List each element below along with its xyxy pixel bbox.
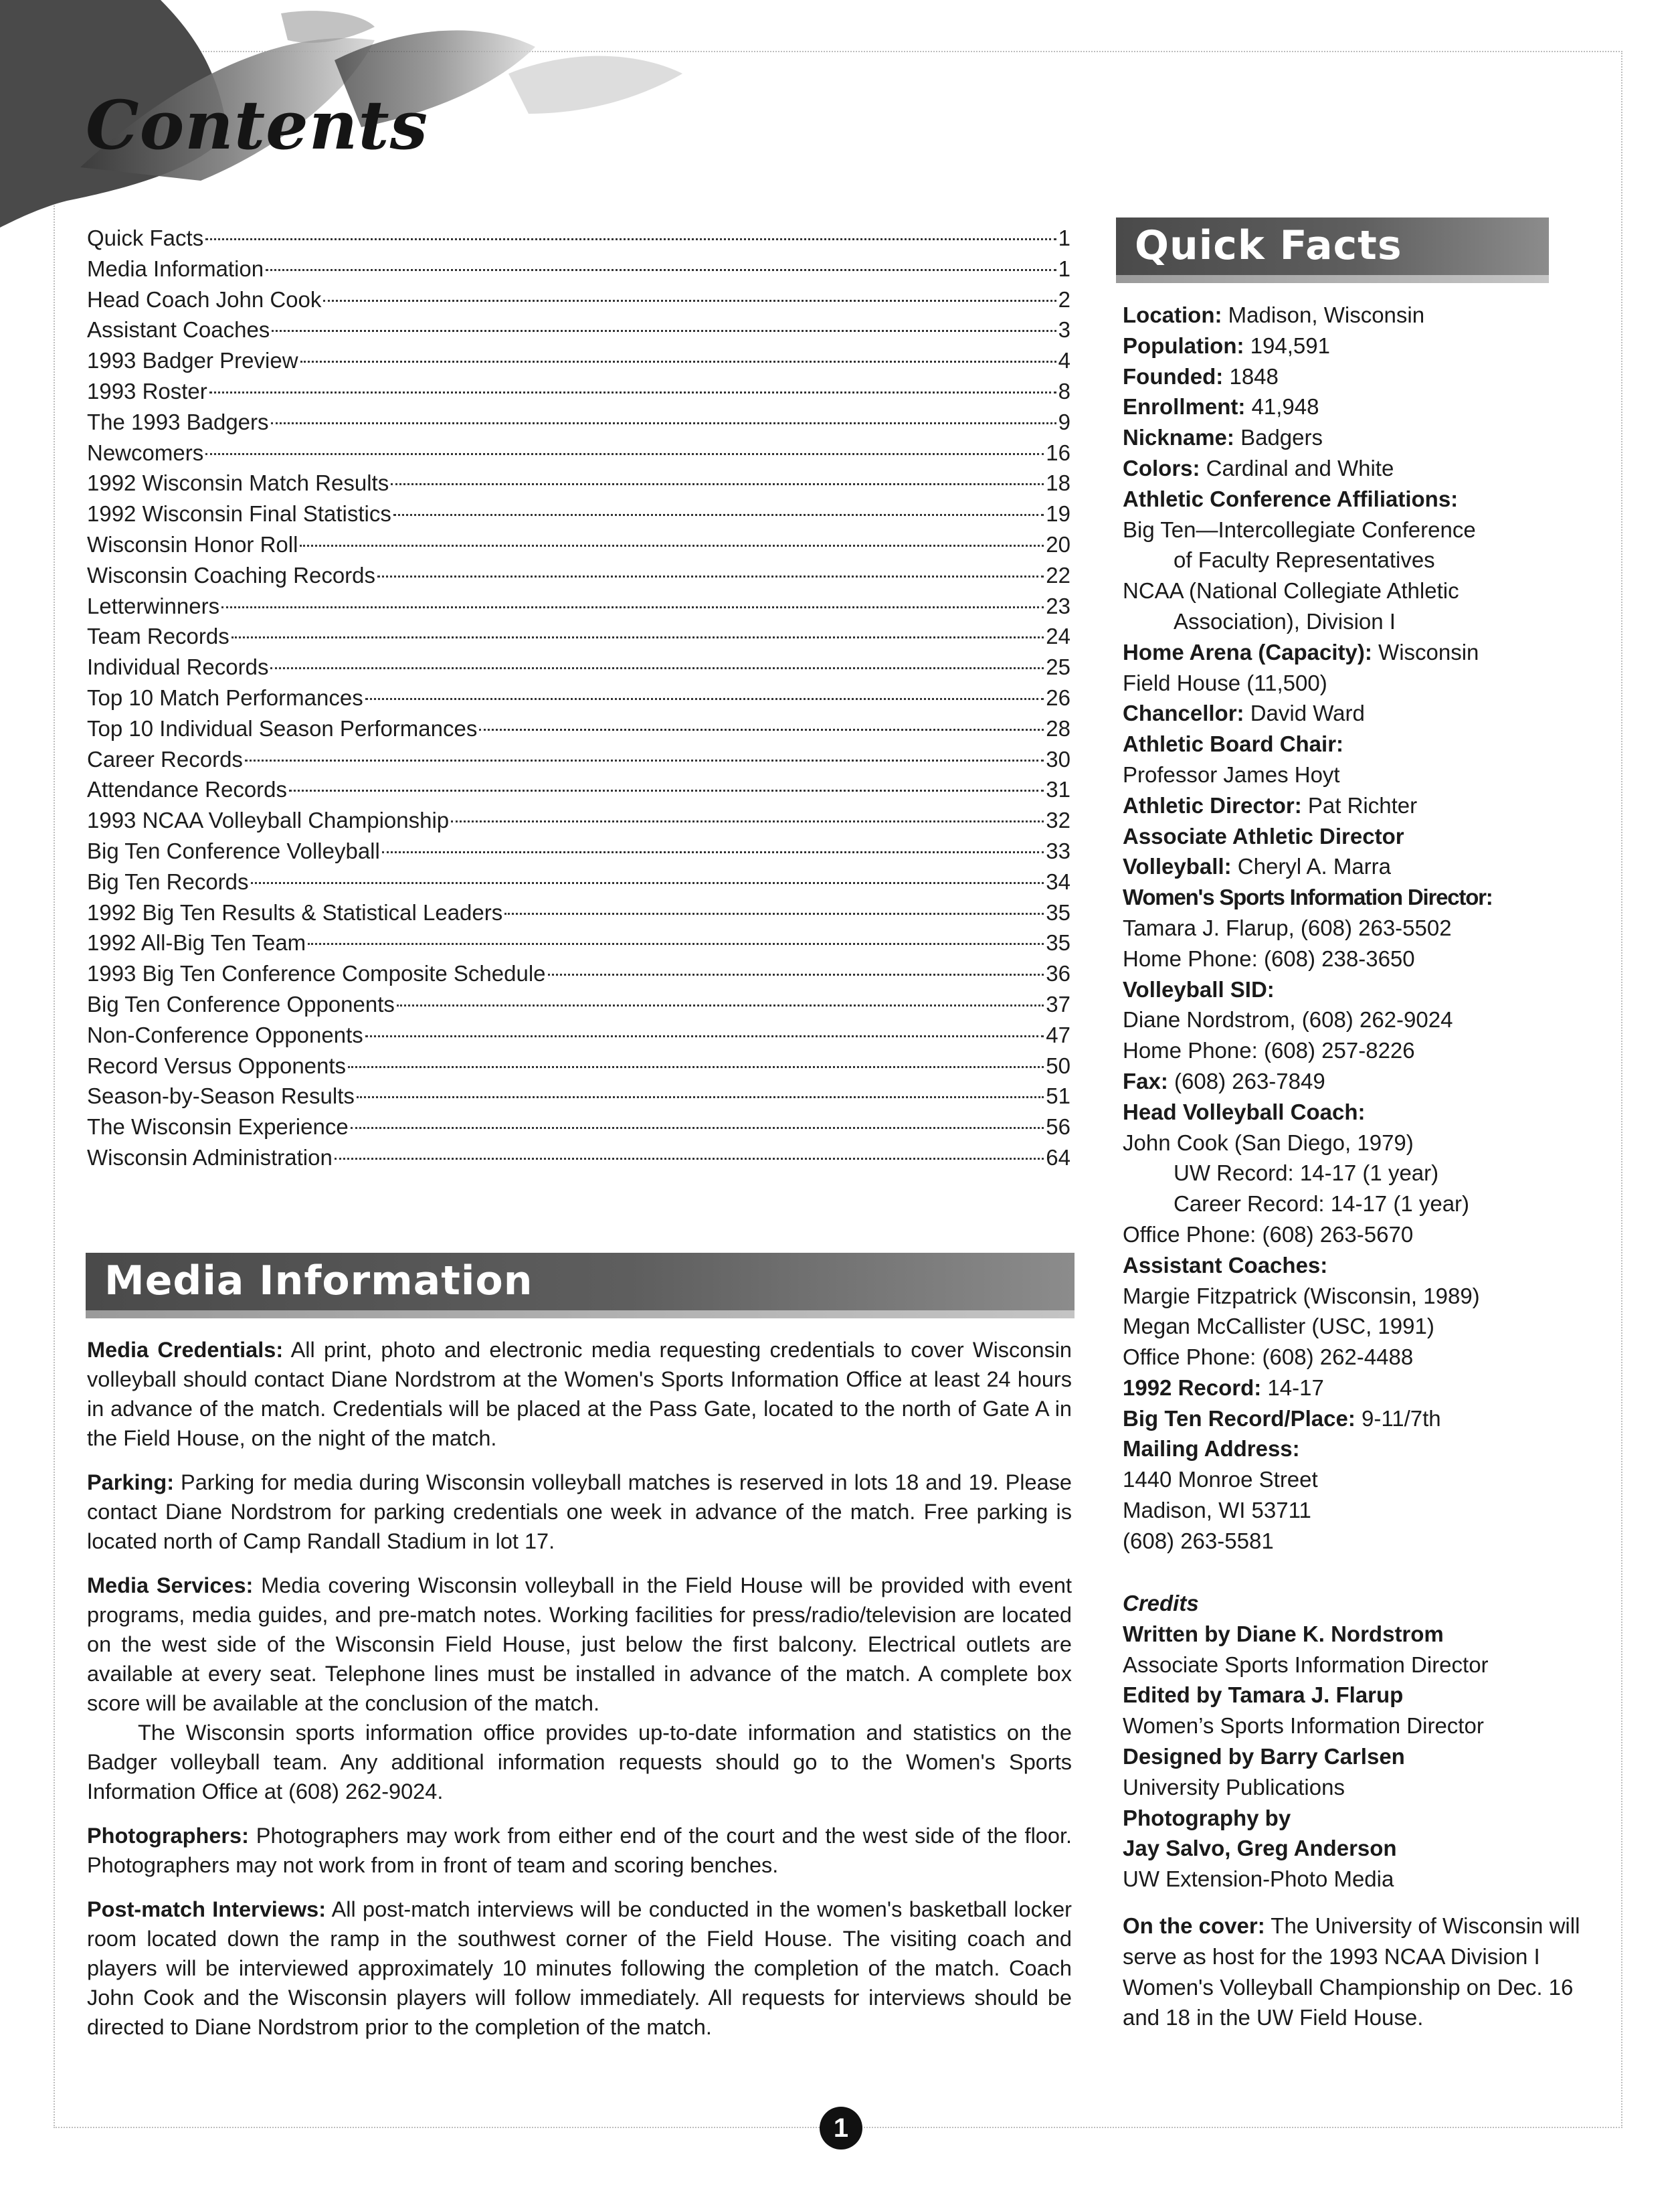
toc-entry [87, 744, 1070, 775]
toc-entry [87, 958, 1070, 989]
toc-entry-label: Wisconsin Honor Roll [87, 531, 298, 557]
toc-leader-dots [393, 514, 1044, 516]
toc-leader-dots [391, 483, 1044, 485]
toc-entry [87, 468, 1070, 499]
toc-entry-page: 9 [1058, 409, 1070, 434]
toc-entry-page: 37 [1046, 991, 1070, 1017]
credits-photo-2: Jay Salvo, Greg Anderson [1123, 1836, 1397, 1861]
qf-1992-record: 1992 Record: 14-17 [1123, 1375, 1324, 1400]
toc-entry-page: 64 [1046, 1144, 1070, 1170]
toc-entry [87, 560, 1070, 591]
toc-entry-page: 33 [1046, 838, 1070, 863]
toc-entry-page: 51 [1046, 1083, 1070, 1109]
credits-edited-role: Women’s Sports Information Director [1123, 1713, 1484, 1739]
banner-stripe [1116, 275, 1549, 283]
contents-title: Contents [86, 86, 429, 165]
toc-entry [87, 1051, 1070, 1081]
toc-entry [87, 928, 1070, 958]
credits-section [1123, 1588, 1598, 2033]
media-services-paragraph-2: The Wisconsin sports information office provides up-to-date information and statistics on the Badger volleyball team. Any additional information requests should go to the Women's Sports Information Office at (608) 262-9024. [87, 1721, 1072, 1804]
toc-entry-page: 16 [1046, 440, 1070, 465]
qf-fax: Fax: (608) 263-7849 [1123, 1068, 1325, 1094]
toc-entry-label: Career Records [87, 746, 243, 772]
qf-location: Location: Madison, Wisconsin [1123, 302, 1425, 327]
qf-wsid: Tamara J. Flarup, (608) 263-5502 [1123, 915, 1452, 940]
toc-leader-dots [209, 391, 1056, 393]
page-number: 1 [820, 2107, 862, 2150]
toc-leader-dots [451, 820, 1044, 822]
toc-entry [87, 1020, 1070, 1051]
quick-facts-list [1123, 300, 1598, 1557]
qf-affiliation-2b: Association), Division I [1174, 608, 1396, 634]
toc-leader-dots [272, 330, 1056, 332]
qf-assistants-label: Assistant Coaches: [1123, 1252, 1328, 1278]
toc-leader-dots [231, 636, 1044, 638]
qf-volleyball: Volleyball: Cheryl A. Marra [1123, 854, 1392, 879]
toc-entry-page: 24 [1046, 624, 1070, 649]
toc-entry-label: Top 10 Individual Season Performances [87, 715, 478, 741]
toc-entry [87, 1142, 1070, 1173]
qf-sid-label: Volleyball SID: [1123, 976, 1275, 1002]
qf-mailing-3: (608) 263-5581 [1123, 1528, 1274, 1553]
qf-affiliation-2a: NCAA (National Collegiate Athletic [1123, 578, 1459, 604]
toc-entry [87, 223, 1070, 254]
toc-entry [87, 897, 1070, 928]
toc-entry-page: 34 [1046, 869, 1070, 894]
toc-entry [87, 621, 1070, 652]
toc-entry [87, 713, 1070, 744]
qf-mailing-2: Madison, WI 53711 [1123, 1498, 1311, 1523]
qf-athletic-director: Athletic Director: Pat Richter [1123, 792, 1418, 818]
toc-entry [87, 867, 1070, 897]
toc-entry [87, 836, 1070, 867]
toc-leader-dots [271, 422, 1056, 424]
toc-entry-page: 30 [1046, 746, 1070, 772]
toc-entry-label: Season-by-Season Results [87, 1083, 355, 1109]
toc-entry [87, 529, 1070, 560]
toc-entry-page: 25 [1046, 654, 1070, 680]
credits-designed: Designed by Barry Carlsen [1123, 1743, 1405, 1769]
toc-leader-dots [323, 300, 1056, 302]
toc-entry [87, 805, 1070, 836]
toc-leader-dots [382, 851, 1044, 853]
post-match-interviews-paragraph: Post-match Interviews: All post-match interviews will be conducted in the women's basketball locker room located down the ramp in the southwest corner of the Field House. The visiting coach and players will be interviewed approximately 10 minutes following the completion of the match. Coach John Cook and the Wisconsin players will follow immediately. All requests for interviews should be directed to Diane Nordstrom prior to the completion of the match. [87, 1897, 1072, 2039]
qf-wsid-home: Home Phone: (608) 238-3650 [1123, 946, 1415, 971]
toc-leader-dots [245, 760, 1044, 762]
toc-leader-dots [377, 576, 1044, 578]
media-information-banner [86, 1253, 1075, 1310]
toc-leader-dots [221, 606, 1044, 608]
qf-population: Population: 194,591 [1123, 333, 1330, 358]
qf-affiliations-label: Athletic Conference Affiliations: [1123, 486, 1459, 511]
quick-facts-heading: Quick Facts [1135, 222, 1402, 269]
qf-head-coach: John Cook (San Diego, 1979) [1123, 1130, 1414, 1155]
toc-leader-dots [251, 882, 1044, 884]
toc-entry-page: 35 [1046, 899, 1070, 925]
toc-entry-label: Attendance Records [87, 777, 288, 802]
toc-entry-page: 22 [1046, 562, 1070, 588]
toc-entry [87, 438, 1070, 468]
toc-leader-dots [266, 269, 1056, 271]
qf-founded: Founded: 1848 [1123, 363, 1279, 389]
toc-entry-page: 32 [1046, 808, 1070, 833]
parking-paragraph: Parking: Parking for media during Wisconsin volleyball matches is reserved in lots 18 and 19. Please contact Diane Nordstrom for parking credentials one week in advance of the match. Free parking is located north of Camp Randall Stadium in lot 17. [87, 1470, 1072, 1553]
toc-leader-dots [479, 729, 1044, 731]
toc-entry [87, 376, 1070, 407]
qf-career-record: Career Record: 14-17 (1 year) [1174, 1191, 1470, 1217]
toc-entry-page: 36 [1046, 961, 1070, 986]
qf-office-phone: Office Phone: (608) 263-5670 [1123, 1221, 1414, 1247]
toc-leader-dots [397, 1004, 1044, 1007]
toc-leader-dots [365, 1035, 1044, 1037]
toc-entry-label: Media Information [87, 256, 264, 281]
toc-entry-label: Head Coach John Cook [87, 286, 322, 312]
toc-entry-label: Non-Conference Opponents [87, 1022, 363, 1047]
toc-entry-label: 1993 NCAA Volleyball Championship [87, 808, 450, 833]
credits-edited: Edited by Tamara J. Flarup [1123, 1682, 1404, 1708]
toc-entry-page: 50 [1046, 1053, 1070, 1078]
toc-leader-dots [357, 1096, 1044, 1098]
qf-affiliation-1b: of Faculty Representatives [1174, 547, 1435, 573]
toc-entry-label: 1993 Big Ten Conference Composite Schedule [87, 961, 546, 986]
qf-board-chair: Professor James Hoyt [1123, 762, 1340, 787]
qf-arena: Home Arena (Capacity): Wisconsin [1123, 639, 1479, 665]
toc-entry-label: Big Ten Conference Opponents [87, 991, 395, 1017]
toc-leader-dots [504, 913, 1044, 915]
banner-stripe [86, 1310, 1075, 1318]
toc-entry-page: 23 [1046, 593, 1070, 618]
media-information-body [87, 1335, 1072, 2057]
qf-assistant-2: Megan McCallister (USC, 1991) [1123, 1314, 1434, 1339]
toc-entry-label: Letterwinners [87, 593, 220, 618]
toc-leader-dots [205, 238, 1056, 240]
toc-entry-label: Individual Records [87, 654, 269, 680]
toc-entry-page: 1 [1058, 226, 1070, 250]
qf-nickname: Nickname: Badgers [1123, 425, 1323, 450]
qf-uw-record: UW Record: 14-17 (1 year) [1174, 1160, 1439, 1186]
qf-sid-home: Home Phone: (608) 257-8226 [1123, 1038, 1415, 1063]
toc-entry-label: Top 10 Match Performances [87, 685, 363, 710]
toc-entry-label: 1993 Badger Preview [87, 348, 298, 373]
toc-entry-page: 47 [1046, 1022, 1070, 1047]
toc-entry-label: 1992 Big Ten Results & Statistical Leaders [87, 899, 503, 925]
media-credentials-paragraph: Media Credentials: All print, photo and electronic media requesting credentials to cover Wisconsin volleyball should contact Diane Nordstrom at the Women's Sports Information Office at least 24 hours in advance of the match. Credentials will be placed at the Pass Gate, located to the north of Gate A in the Field House, on the night of the match. [87, 1338, 1072, 1450]
toc-entry-page: 4 [1058, 348, 1070, 373]
toc-entry-label: Wisconsin Coaching Records [87, 562, 376, 588]
toc-leader-dots [300, 361, 1056, 363]
toc-entry-label: Team Records [87, 624, 229, 649]
toc-entry-label: Quick Facts [87, 226, 204, 250]
toc-entry [87, 284, 1070, 315]
toc-entry [87, 254, 1070, 284]
qf-assistants-phone: Office Phone: (608) 262-4488 [1123, 1344, 1414, 1370]
toc-leader-dots [348, 1066, 1044, 1068]
table-of-contents [87, 223, 1070, 1173]
toc-entry [87, 1081, 1070, 1112]
toc-entry-page: 19 [1046, 501, 1070, 527]
toc-entry-label: 1992 Wisconsin Match Results [87, 470, 389, 496]
toc-entry [87, 989, 1070, 1020]
qf-colors: Colors: Cardinal and White [1123, 455, 1394, 480]
toc-entry [87, 407, 1070, 438]
toc-entry [87, 774, 1070, 805]
qf-assistant-1: Margie Fitzpatrick (Wisconsin, 1989) [1123, 1283, 1480, 1308]
toc-entry [87, 499, 1070, 529]
media-services-paragraph: Media Services: Media covering Wisconsin volleyball in the Field House will be provided with event programs, media guides, and pre-match notes. Working facilities for press/radio/television are located on the west side of the Wisconsin Field House, just below the first balcony. Electrical outlets are available at every seat. Telephone lines must be installed in advance of the match. A complete box score will be available at the conclusion of the match. [87, 1573, 1072, 1715]
toc-entry-page: 35 [1046, 930, 1070, 956]
toc-entry [87, 345, 1070, 376]
toc-leader-dots [335, 1158, 1044, 1160]
credits-written-role: Associate Sports Information Director [1123, 1652, 1489, 1677]
qf-board-chair-label: Athletic Board Chair: [1123, 731, 1344, 757]
credits-designed-role: University Publications [1123, 1774, 1345, 1800]
toc-entry [87, 591, 1070, 622]
toc-entry [87, 652, 1070, 683]
toc-entry-page: 56 [1046, 1114, 1070, 1140]
toc-leader-dots [548, 974, 1044, 976]
toc-leader-dots [205, 453, 1044, 455]
toc-entry-label: Assistant Coaches [87, 317, 270, 343]
qf-arena-b: Field House (11,500) [1123, 670, 1327, 695]
toc-entry-page: 1 [1058, 256, 1070, 281]
photographers-paragraph: Photographers: Photographers may work from either end of the court and the west side of the floor. Photographers may not work from in front of team and scoring benches. [87, 1824, 1072, 1877]
qf-wsid-label: Women's Sports Information Director: [1123, 885, 1493, 910]
qf-big-ten-record: Big Ten Record/Place: 9-11/7th [1123, 1405, 1441, 1431]
toc-entry-label: Wisconsin Administration [87, 1144, 333, 1170]
credits-photo-role: UW Extension-Photo Media [1123, 1866, 1394, 1892]
toc-leader-dots [351, 1127, 1044, 1129]
qf-enrollment: Enrollment: 41,948 [1123, 394, 1319, 420]
media-information-heading: Media Information [104, 1257, 533, 1304]
toc-entry [87, 1112, 1070, 1142]
toc-entry-page: 3 [1058, 317, 1070, 343]
toc-entry-label: Big Ten Records [87, 869, 249, 894]
toc-entry-label: Big Ten Conference Volleyball [87, 838, 380, 863]
toc-entry-label: Record Versus Opponents [87, 1053, 347, 1078]
toc-entry-label: 1992 All-Big Ten Team [87, 930, 306, 956]
credits-heading: Credits [1123, 1591, 1199, 1615]
toc-entry-page: 20 [1046, 531, 1070, 557]
credits-written: Written by Diane K. Nordstrom [1123, 1621, 1444, 1646]
toc-entry-label: Newcomers [87, 440, 204, 465]
qf-mailing-label: Mailing Address: [1123, 1436, 1300, 1462]
toc-leader-dots [308, 943, 1044, 945]
qf-head-coach-label: Head Volleyball Coach: [1123, 1099, 1366, 1124]
qf-assoc-ad-label: Associate Athletic Director [1123, 823, 1404, 849]
toc-entry-page: 26 [1046, 685, 1070, 710]
toc-entry-label: The 1993 Badgers [87, 409, 269, 434]
toc-entry-label: The Wisconsin Experience [87, 1114, 349, 1140]
qf-mailing-1: 1440 Monroe Street [1123, 1467, 1318, 1492]
toc-entry-page: 18 [1046, 470, 1070, 496]
qf-sid: Diane Nordstrom, (608) 262-9024 [1123, 1007, 1453, 1033]
toc-entry-page: 2 [1058, 286, 1070, 312]
qf-affiliation-1a: Big Ten—Intercollegiate Conference [1123, 517, 1476, 542]
toc-entry-label: 1992 Wisconsin Final Statistics [87, 501, 391, 527]
toc-entry-label: 1993 Roster [87, 378, 207, 404]
toc-leader-dots [300, 545, 1044, 547]
qf-chancellor: Chancellor: David Ward [1123, 701, 1365, 726]
toc-leader-dots [270, 667, 1044, 669]
credits-photo-1: Photography by [1123, 1805, 1291, 1830]
toc-entry-page: 31 [1046, 777, 1070, 802]
toc-leader-dots [289, 790, 1044, 792]
toc-entry-page: 8 [1058, 378, 1070, 404]
toc-leader-dots [365, 698, 1044, 700]
toc-entry [87, 683, 1070, 713]
toc-entry [87, 315, 1070, 345]
credits-cover-note: On the cover: The University of Wisconsin will serve as host for the 1993 NCAA Division I Women's Volleyball Championship on Dec. 16 and 18 in the UW Field House. [1123, 1913, 1580, 2030]
toc-entry-page: 28 [1046, 715, 1070, 741]
quick-facts-banner [1116, 217, 1549, 275]
